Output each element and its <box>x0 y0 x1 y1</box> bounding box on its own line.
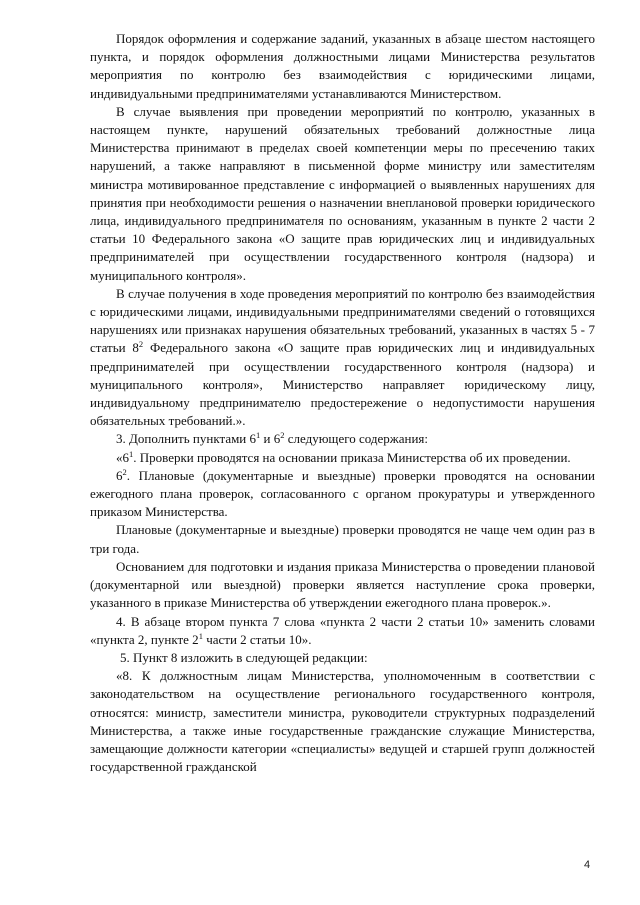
paragraph: В случае получения в ходе проведения мероприятий по контролю без взаимодействия с юридическими лицами, индивидуальными предпринимателями сведений о готовящихся нарушениях или признаках нарушения обязательных требований, указанных в частях 5 - 7 статьи $8^2$ Федерального закона «О защите прав юридических лиц и индивидуальных предпринимателей при осуществлении государственного контроля (надзора) и муниципального контроля», Министерство направляет юридическому лицу, индивидуальному предпринимателю предостережение о недопустимости нарушения обязательных требований.». <box>90 285 595 429</box>
paragraph: $6^2$. Плановые (документарные и выездные) проверки проводятся на основании ежегодного плана проверок, согласованного с органом прокуратуры и утвержденного приказом Министерства. <box>90 466 595 520</box>
page-number: 4 <box>584 859 591 871</box>
document-body <box>90 30 595 776</box>
paragraph: В случае выявления при проведении мероприятий по контролю, указанных в настоящем пункте, нарушений обязательных требований должностные лица Министерства принимают в пределах своей компетенции меры по пресечению таких нарушений, а также направляют в письменной форме министру или заместителям министра мотивированное представление с информацией о выявленных нарушениях для принятия при необходимости решения о назначении внеплановой проверки юридического лица, индивидуального предпринимателя по основаниям, указанным в пункте 2 части 2 статьи 10 Федерального закона «О защите прав юридических лиц и индивидуальных предпринимателей при осуществлении государственного контроля (надзора) и муниципального контроля». <box>90 103 595 283</box>
paragraph: «$6^1$. Проверки проводятся на основании приказа Министерства об их проведении. <box>116 448 571 465</box>
paragraph: Порядок оформления и содержание заданий, указанных в абзаце шестом настоящего пункта, и порядок оформления должностными лицами Министерства результатов мероприятия по контролю без взаимодействия с юридическими лицами, индивидуальными предпринимателями устанавливаются Министерством. <box>90 31 595 101</box>
paragraph: Основанием для подготовки и издания приказа Министерства о проведении плановой (документарной или выездной) проверки является наступление срока проверки, указанного в приказе Министерства об утверждении ежегодного плана проверок.». <box>90 558 595 611</box>
paragraph: Плановые (документарные и выездные) проверки проводятся не чаще чем один раз в три года. <box>90 522 595 556</box>
paragraph: 5. Пункт 8 изложить в следующей редакции: <box>120 649 368 665</box>
paragraph: 4. В абзаце втором пункта 7 слова «пункта 2 части 2 статьи 10» заменить словами «пункта 2, пункте $2^1$ части 2 статьи 10». <box>90 613 595 647</box>
paragraph: «8. К должностным лицам Министерства, уполномоченным в соответствии с законодательством на осуществление регионального государственного контроля, относятся: министр, заместители министра, руководители структурных подразделений Министерства, а также иные государственные гражданские служащие Министерства, замещающие должности категории «специалисты» ведущей и старшей групп должностей государственной гражданской <box>90 668 595 775</box>
paragraph: 3. Дополнить пунктами $6^1$ и $6^2$ следующего содержания: <box>116 430 429 447</box>
